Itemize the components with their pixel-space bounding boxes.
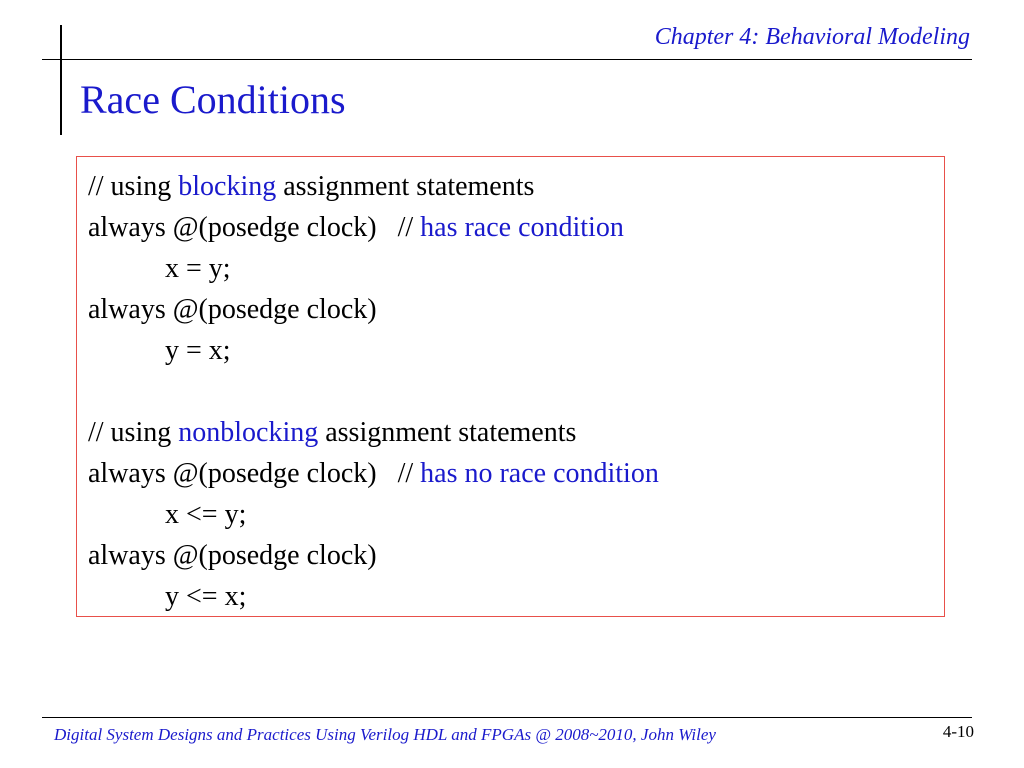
code-always-line (88, 212, 624, 244)
code-assignment: y <= x; (165, 581, 247, 612)
code-box (76, 156, 945, 617)
keyword-blocking: blocking (178, 171, 277, 202)
page-number: 4-10 (942, 722, 974, 741)
comment-suffix: assignment statements (276, 171, 535, 202)
comment-prefix: // using (88, 417, 179, 448)
comment-prefix: // using (88, 171, 179, 202)
code-assignment: y = x; (165, 335, 231, 366)
code-assignment: x = y; (165, 253, 231, 284)
no-race-note: has no race condition (420, 458, 659, 489)
code-always-line: always @(posedge clock) (88, 294, 377, 325)
always-statement: always @(posedge clock) // (88, 458, 421, 489)
code-always-line: always @(posedge clock) (88, 540, 377, 571)
code-comment-nonblocking (88, 417, 576, 449)
keyword-nonblocking: nonblocking (178, 417, 319, 448)
comment-suffix: assignment statements (318, 417, 577, 448)
code-always-line (88, 458, 659, 490)
footer-citation: Digital System Designs and Practices Using Verilog HDL and FPGAs @ 2008~2010, John Wiley (54, 725, 716, 744)
code-assignment: x <= y; (165, 499, 247, 530)
always-statement: always @(posedge clock) // (88, 212, 421, 243)
footer-rule (42, 717, 972, 718)
chapter-heading: Chapter 4: Behavioral Modeling (654, 24, 970, 50)
header-rule (42, 59, 972, 60)
left-vertical-rule (60, 25, 62, 135)
slide-title: Race Conditions (80, 77, 346, 122)
race-note: has race condition (420, 212, 624, 243)
code-comment-blocking (88, 171, 534, 203)
